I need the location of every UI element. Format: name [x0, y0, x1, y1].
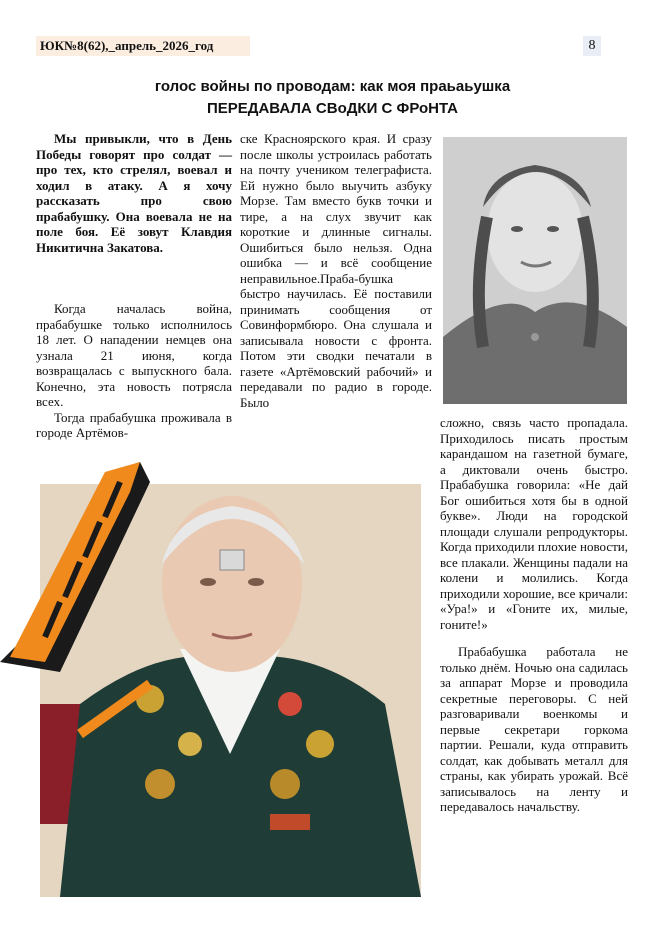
paragraph: Тогда прабабушка проживала в городе Артёмов- — [36, 409, 232, 440]
paragraph: Прабабушка работала не только днём. Ночью она садилась за аппарат Морзе и проводила секретные переговоры. С ней разговаривали военкомы и первые секретари горкома партии. Решали, куда отправить солдат, как добывать металл для страны, как убирать урожай. Всё записывалось на ленту и передавалось начальству. — [440, 644, 628, 814]
text-column-1 — [36, 131, 232, 441]
text-column-2 — [240, 131, 432, 410]
paragraph: Когда началась война, прабабушке только исполнилось 18 лет. О нападении немцев она узнала 21 июня, когда возвращалась с выпускного бала. Конечно, эта новость потрясла всех. — [36, 301, 232, 409]
young-portrait-photo — [443, 137, 627, 404]
young-portrait-drawing — [443, 137, 627, 404]
paragraph: сложно, связь часто пропадала. Приходилось писать простым карандашом на газетной бумаге, а диктовали очень быстро. Прабабушка говорила: «Не дай Бог ошибиться хотя бы в одной букве». Люди на городской площади слушали репродукторы. Когда приходили плохие новости, все плакали. Женщины падали на колени и молились. Когда приходили хорошие, все кричали: «Ура!» и «Гоните их, милые, гоните!» — [440, 415, 628, 632]
article-title-line1: голос войны по проводам: как моя праьаьушка — [154, 78, 511, 95]
issue-tag: ЮК№8(62),_апрель_2026_год — [36, 36, 250, 56]
page-number: 8 — [583, 36, 601, 56]
lead-paragraph: Мы привыкли, что в День Победы говорят про солдат — про тех, кто стрелял, воевал и ходил в атаку. А я хочу рассказать про свою прабабушку. Она воевала не на поле боя. Её зовут Клавдия Никитична Закатова. — [36, 131, 232, 255]
st-george-ribbon-icon — [0, 462, 150, 672]
text-column-3 — [440, 415, 628, 815]
article-title-line2: ПЕРЕДАВАЛА СВоДКИ С ФРоНТА — [206, 100, 459, 117]
paragraph: ске Красноярского края. И сразу после школы устроилась работать на почту учеником телеграфиста. Ей нужно было выучить азбуку Морзе. Там вместо букв точки и тире, а на слух звучит как короткие и длинные сигналы. Ошибиться было нельзя. Одна ошибка — и всё сообщение неправильное.Праба-бушка быстро научилась. Её поставили принимать сообщения от Совинформбюро. Она слушала и записывала новости с фронта. Потом эти сводки печатали в газете «Артёмовский рабочий» и передавали по радио в городе. Было — [240, 131, 432, 410]
